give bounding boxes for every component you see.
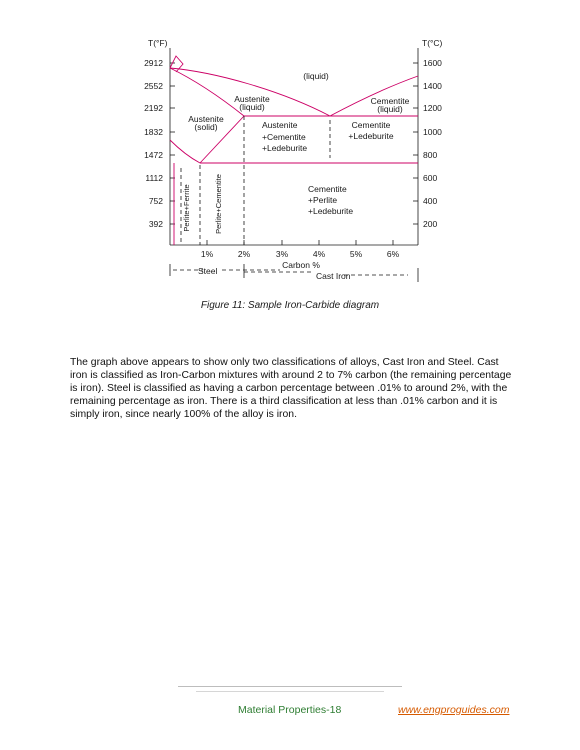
bottom-tick-label: 5% (349, 249, 363, 259)
right-tick-labels (423, 58, 442, 229)
right-tick-label: 1600 (423, 58, 442, 68)
right-tick-label: 800 (423, 150, 438, 160)
region-cem-per-led: +Perlite (308, 195, 338, 205)
solidus (170, 68, 244, 116)
region-cementite-liquid: (liquid) (377, 104, 403, 114)
footer-website-link[interactable]: www.engproguides.com (398, 704, 510, 716)
bottom-tick-label: 6% (386, 249, 400, 259)
right-tick-label: 1000 (423, 127, 442, 137)
right-tick-label: 1400 (423, 81, 442, 91)
region-aus-cem-led: +Ledeburite (262, 143, 308, 153)
region-cem-led: +Ledeburite (348, 131, 394, 141)
footer-divider (178, 686, 402, 687)
figure-caption: Figure 11: Sample Iron-Carbide diagram (200, 300, 380, 311)
region-cementite-liquid: Cementite (370, 96, 410, 106)
iron-carbide-diagram (0, 0, 580, 330)
bottom-tick-labels (201, 249, 400, 259)
region-austenite-solid: Austenite (188, 114, 224, 124)
bottom-tick-label: 1% (200, 249, 214, 259)
left-tick-label: 2912 (144, 58, 163, 68)
right-tick-label: 600 (423, 173, 438, 183)
region-aus-cem-led: +Cementite (262, 132, 306, 142)
region-austenite-liquid: (liquid) (239, 102, 265, 112)
steel-range-label: Steel (198, 266, 218, 276)
region-cem-per-led: Cementite (308, 184, 347, 194)
region-perlite-cementite: Perlite+Cementite (214, 174, 223, 234)
left-tick-label: 392 (148, 219, 163, 229)
left-tick-label: 1832 (144, 127, 163, 137)
region-austenite-solid: (solid) (194, 122, 218, 132)
region-cem-per-led: +Ledeburite (308, 206, 354, 216)
a3-line (170, 140, 200, 163)
footer-divider (196, 691, 384, 692)
region-aus-cem-led: Austenite (262, 120, 298, 130)
region-austenite-liquid: Austenite (234, 94, 270, 104)
left-tick-label: 1472 (144, 150, 163, 160)
body-paragraph: The graph above appears to show only two classifications of alloys, Cast Iron and Steel. Cast iron is classified as Iron-Carbon mixtures with around 2 to 7% carbon (the remaining percentage is iron). Steel is classified as having a carbon percentage between .01% to around 2%, with the remaining percentage as iron. There is a third classification at less than .01% carbon and it is simply iron, since nearly 100% of the alloy is iron. (70, 357, 512, 421)
footer-page-label: Material Properties-18 (238, 704, 342, 716)
left-tick-labels (144, 58, 163, 229)
bottom-tick-label: 4% (312, 249, 326, 259)
cast-iron-range-label: Cast Iron (316, 271, 351, 281)
left-tick-label: 1112 (145, 173, 163, 183)
bottom-tick-label: 2% (237, 249, 251, 259)
left-axis-unit: T(°F) (148, 38, 168, 48)
x-axis-label: Carbon % (282, 260, 320, 270)
left-tick-label: 752 (148, 196, 163, 206)
region-cem-led: Cementite (351, 120, 391, 130)
region-perlite-ferrite: Perlite+Ferrite (182, 184, 191, 232)
region-liquid: (liquid) (303, 71, 329, 81)
right-tick-label: 400 (423, 196, 438, 206)
right-tick-label: 200 (423, 219, 438, 229)
right-axis-unit: T(°C) (422, 38, 443, 48)
left-tick-label: 2552 (144, 81, 163, 91)
left-tick-label: 2192 (144, 103, 163, 113)
right-tick-label: 1200 (423, 103, 442, 113)
bottom-tick-label: 3% (275, 249, 289, 259)
